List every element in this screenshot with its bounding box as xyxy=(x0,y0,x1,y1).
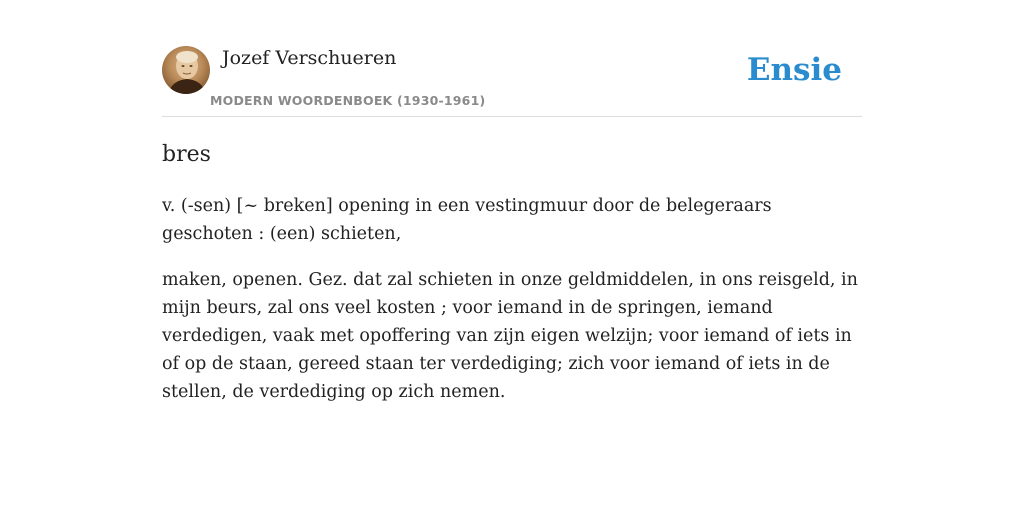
ensie-logo[interactable]: Ensie xyxy=(746,52,842,88)
entry-header xyxy=(162,46,862,117)
source-title[interactable]: MODERN WOORDENBOEK (1930-1961) xyxy=(210,93,486,108)
author-name[interactable]: Jozef Verschueren xyxy=(222,47,397,69)
definition-paragraph: maken, openen. Gez. dat zal schieten in onze geldmiddelen, in ons reisgeld, in mijn beurs, zal ons veel kosten ; voor iemand in de springen, iemand verdedigen, vaak met opoffering van zijn eigen welzijn; voor iemand of iets in of op de staan, gereed staan ter verdediging; zich voor iemand of iets in de stellen, de verdediging op zich nemen. xyxy=(162,270,858,402)
author-avatar xyxy=(162,46,210,94)
definition-paragraph: v. (-sen) [~ breken] opening in een vestingmuur door de belegeraars geschoten : (een) schieten, xyxy=(162,196,772,244)
headword: bres xyxy=(162,142,211,167)
